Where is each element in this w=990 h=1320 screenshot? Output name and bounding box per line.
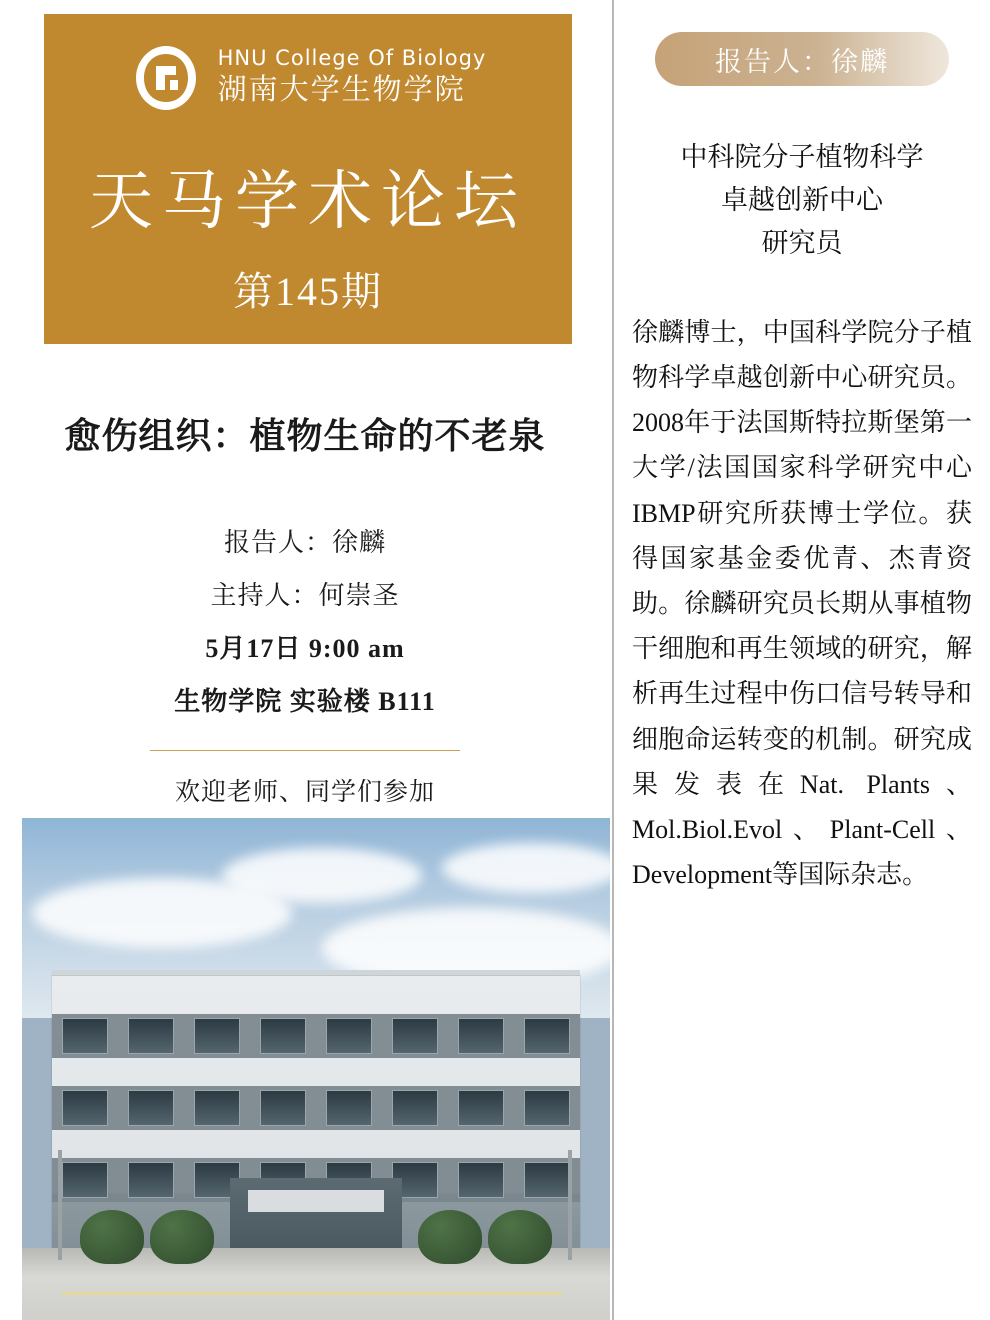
speaker-badge: 报告人：徐麟 xyxy=(655,32,949,86)
photo-window xyxy=(524,1090,570,1126)
forum-title: 天马学术论坛 xyxy=(89,166,527,237)
speaker-affiliation xyxy=(624,136,980,266)
photo-bush xyxy=(418,1210,482,1264)
logo-row xyxy=(130,42,487,114)
photo-window xyxy=(458,1018,504,1054)
photo-window xyxy=(326,1090,372,1126)
gold-divider xyxy=(150,750,460,751)
photo-window xyxy=(194,1018,240,1054)
affiliation-line-2: 卓越创新中心 xyxy=(721,185,883,216)
photo-lamp-pole xyxy=(568,1150,572,1260)
photo-bush xyxy=(80,1210,144,1264)
photo-window-row xyxy=(52,1014,580,1058)
photo-window xyxy=(260,1090,306,1126)
meta-location: 生物学院 实验楼 B111 xyxy=(174,687,436,716)
photo-window xyxy=(128,1162,174,1198)
speaker-biography: 徐麟博士，中国科学院分子植物科学卓越创新中心研究员。2008年于法国斯特拉斯堡第一大学/法国国家科学研究中心IBMP研究所获博士学位。获得国家基金委优青、杰青资助。徐麟研究员长期从事植物干细胞和再生领域的研究，解析再生过程中伤口信号转导和细胞命运转变的机制。研究成果发表在Nat. Plants、Mol.Biol.Evol、Plant-Cell、Development等国际杂志。 xyxy=(632,317,972,890)
logo-english-name: HNU College Of Biology xyxy=(217,46,487,71)
photo-window xyxy=(458,1162,504,1198)
photo-entrance-sign xyxy=(248,1190,384,1212)
forum-issue-number: 第145期 xyxy=(233,269,383,314)
photo-window xyxy=(392,1090,438,1126)
photo-window xyxy=(128,1090,174,1126)
logo-text xyxy=(218,47,487,108)
photo-window xyxy=(524,1162,570,1198)
talk-meta-block xyxy=(0,522,610,734)
hnu-biology-logo-icon xyxy=(130,42,202,114)
photo-window xyxy=(128,1018,174,1054)
header-banner xyxy=(44,14,572,344)
welcome-note: 欢迎老师、同学们参加 xyxy=(174,779,435,806)
photo-window xyxy=(260,1018,306,1054)
photo-bush xyxy=(150,1210,214,1264)
meta-host: 主持人：何崇圣 xyxy=(210,581,400,610)
photo-window xyxy=(62,1162,108,1198)
affiliation-line-1: 中科院分子植物科学 xyxy=(680,142,924,172)
photo-window xyxy=(524,1018,570,1054)
photo-bush xyxy=(488,1210,552,1264)
right-column xyxy=(614,0,990,1320)
photo-cloud xyxy=(442,843,610,893)
photo-window xyxy=(458,1090,504,1126)
logo-chinese-name: 湖南大学生物学院 xyxy=(217,74,466,107)
photo-window xyxy=(392,1018,438,1054)
photo-window xyxy=(194,1090,240,1126)
meta-speaker: 报告人：徐麟 xyxy=(223,528,386,557)
meta-datetime: 5月17日 9:00 am xyxy=(205,634,405,663)
photo-lamp-pole xyxy=(58,1150,62,1260)
photo-window xyxy=(62,1018,108,1054)
photo-window xyxy=(326,1018,372,1054)
photo-cloud xyxy=(222,848,422,903)
photo-window-row xyxy=(52,1086,580,1130)
building-photo xyxy=(22,818,610,1320)
talk-title: 愈伤组织：植物生命的不老泉 xyxy=(64,416,546,456)
photo-road-marking xyxy=(62,1292,562,1295)
photo-window xyxy=(62,1090,108,1126)
affiliation-line-3: 研究员 xyxy=(761,228,843,259)
